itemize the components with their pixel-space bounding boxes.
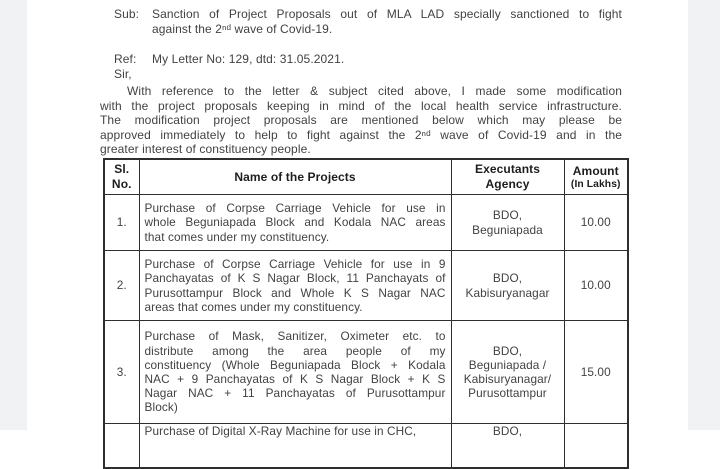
header-amount: [564, 159, 628, 195]
row1-project-name: [139, 195, 451, 251]
subject-text: Sanction of Project Proposals out of MLA LAD specially sanctioned to fight against the 2ⁿᵈ wave of Covid-19.: [152, 7, 622, 36]
table-row: [104, 321, 628, 424]
table-row: [104, 424, 628, 468]
row2-project-name: [139, 251, 451, 321]
header-sl-no: Sl. No.: [104, 159, 139, 195]
table-header-row: [104, 159, 628, 195]
row2-sl: 2.: [104, 251, 139, 321]
row1-sl: 1.: [104, 195, 139, 251]
row3-agency: BDO, Beguniapada / Kabisuryanagar/ Purusottampur: [451, 321, 564, 424]
row4-project-name-text: Purchase of Digital X-Ray Machine for use in CHC,: [144, 424, 417, 438]
reference-block: [114, 52, 622, 67]
row2-project-name-text: Purchase of Corpse Carriage Vehicle for use in 9 Panchayatas of K S Nagar Block, 11 Panchayats of Purusottampur Block and Whole K S Nagar NAC areas that comes under my constituency.: [144, 257, 446, 314]
subject-block: [114, 7, 622, 36]
header-project-name: Name of the Projects: [139, 159, 451, 195]
row4-project-name: [139, 424, 451, 468]
reference-text: My Letter No: 129, dtd: 31.05.2021.: [152, 52, 345, 66]
table-row: [104, 251, 628, 321]
row2-amount: 10.00: [564, 251, 628, 321]
left-page-margin: [0, 0, 27, 430]
letter-body: [100, 7, 622, 157]
header-amount-unit: (In Lakhs): [570, 178, 621, 190]
row1-project-name-text: Purchase of Corpse Carriage Vehicle for use in whole Beguniapada Block and Kodala NAC areas that comes under my constituency.: [144, 201, 446, 244]
subject-label: Sub:: [114, 7, 140, 21]
row3-amount: 15.00: [564, 321, 628, 424]
table-row: [104, 195, 628, 251]
row2-agency: BDO, Kabisuryanagar: [451, 251, 564, 321]
row1-agency: BDO, Beguniapada: [451, 195, 564, 251]
projects-table: [103, 158, 629, 469]
row4-amount: [564, 424, 628, 468]
row1-amount: 10.00: [564, 195, 628, 251]
right-page-margin: [688, 0, 720, 430]
reference-label: Ref:: [114, 52, 137, 66]
row3-project-name-text: Purchase of Mask, Sanitizer, Oximeter etc. to distribute among the area people of my constituency (Whole Beguniapada Block + Kodala NAC + 9 Panchayatas of K S Nagar Block + K S Nagar NAC + 11 Panchayatas of Purusottampur Block): [144, 329, 446, 415]
row3-project-name: [139, 321, 451, 424]
letter-paragraph: With reference to the letter & subject cited above, I made some modification with the project proposals keeping in mind of the local health service infrastructure. The modification project proposals are mentioned below which may please be approved immediately to help to fight against the 2ⁿᵈ wave of Covid-19 and in the greater interest of constituency people.: [100, 84, 622, 156]
salutation: Sir,: [114, 66, 132, 81]
row3-sl: 3.: [104, 321, 139, 424]
header-executants-agency: Executants Agency: [451, 159, 564, 195]
header-amount-title: Amount: [572, 163, 619, 178]
row4-agency: BDO,: [451, 424, 564, 468]
row4-sl: [104, 424, 139, 468]
